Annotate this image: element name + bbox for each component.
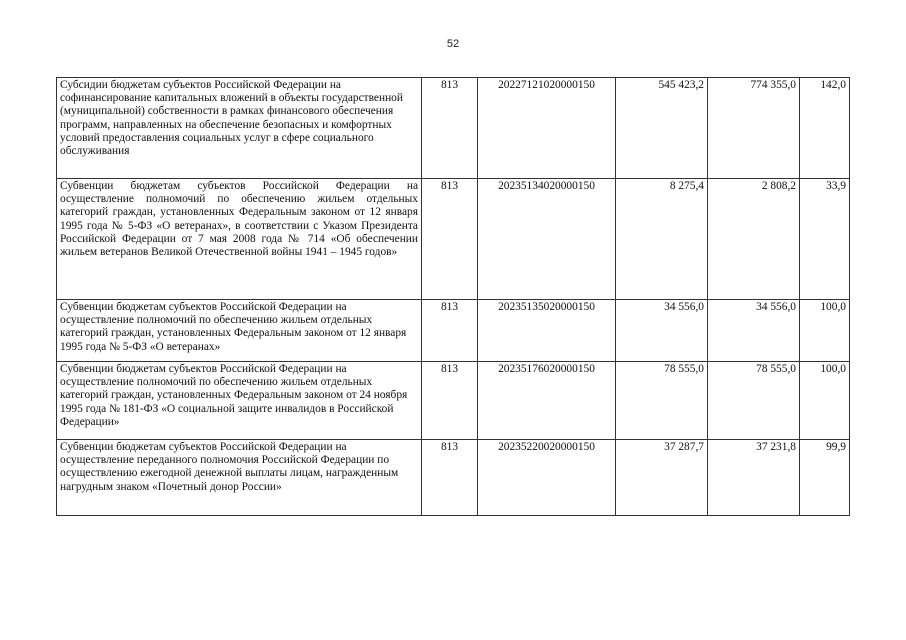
administrator-code: 813 xyxy=(422,440,478,516)
administrator-code: 813 xyxy=(422,362,478,440)
budget-item-name: Субвенции бюджетам субъектов Российской Федерации на осуществление полномочий по обеспечению жильем отдельных категорий граждан, установленных Федеральным законом от 24 ноября 1995 года № 181-ФЗ «О социальной защите инвалидов в Российской Федерации» xyxy=(57,362,422,440)
table-row xyxy=(57,362,850,440)
table-row xyxy=(57,78,850,179)
actual-amount: 774 355,0 xyxy=(708,78,800,179)
table-row xyxy=(57,440,850,516)
execution-percent: 33,9 xyxy=(800,179,850,300)
administrator-code: 813 xyxy=(422,78,478,179)
actual-amount: 34 556,0 xyxy=(708,300,800,362)
execution-percent: 100,0 xyxy=(800,300,850,362)
table-row xyxy=(57,179,850,300)
budget-classification-code: 20235220020000150 xyxy=(478,440,616,516)
planned-amount: 37 287,7 xyxy=(616,440,708,516)
execution-percent: 100,0 xyxy=(800,362,850,440)
planned-amount: 545 423,2 xyxy=(616,78,708,179)
administrator-code: 813 xyxy=(422,179,478,300)
table-row xyxy=(57,300,850,362)
page-number: 52 xyxy=(446,38,460,50)
actual-amount: 37 231,8 xyxy=(708,440,800,516)
execution-percent: 142,0 xyxy=(800,78,850,179)
budget-item-name: Субвенции бюджетам субъектов Российской Федерации на осуществление переданного полномочия Российской Федерации по осуществлению ежегодной денежной выплаты лицам, награжденным нагрудным знаком «Почетный донор России» xyxy=(57,440,422,516)
budget-classification-code: 20235135020000150 xyxy=(478,300,616,362)
administrator-code: 813 xyxy=(422,300,478,362)
execution-percent: 99,9 xyxy=(800,440,850,516)
budget-item-name: Субвенции бюджетам субъектов Российской Федерации на осуществление полномочий по обеспечению жильем отдельных категорий граждан, установленных Федеральным законом от 12 января 1995 года № 5-ФЗ «О ветеранах» xyxy=(57,300,422,362)
budget-item-name: Субсидии бюджетам субъектов Российской Федерации на софинансирование капитальных вложений в объекты государственной (муниципальной) собственности в рамках финансового обеспечения программ, направленных на обеспечение безопасных и комфортных условий предоставления социальных услуг в сфере социального обслуживания xyxy=(57,78,422,179)
planned-amount: 8 275,4 xyxy=(616,179,708,300)
budget-classification-code: 20227121020000150 xyxy=(478,78,616,179)
budget-classification-code: 20235176020000150 xyxy=(478,362,616,440)
budget-item-name: Субвенции бюджетам субъектов Российской Федерации на осуществление полномочий по обеспечению жильем отдельных категорий граждан, установленных Федеральным законом от 12 января 1995 года № 5-ФЗ «О ветеранах», в соответствии с Указом Президента Российской Федерации от 7 мая 2008 года № 714 «Об обеспечении жильем ветеранов Великой Отечественной войны 1941 – 1945 годов» xyxy=(57,179,422,300)
planned-amount: 78 555,0 xyxy=(616,362,708,440)
actual-amount: 78 555,0 xyxy=(708,362,800,440)
planned-amount: 34 556,0 xyxy=(616,300,708,362)
actual-amount: 2 808,2 xyxy=(708,179,800,300)
budget-table xyxy=(56,77,850,516)
budget-classification-code: 20235134020000150 xyxy=(478,179,616,300)
